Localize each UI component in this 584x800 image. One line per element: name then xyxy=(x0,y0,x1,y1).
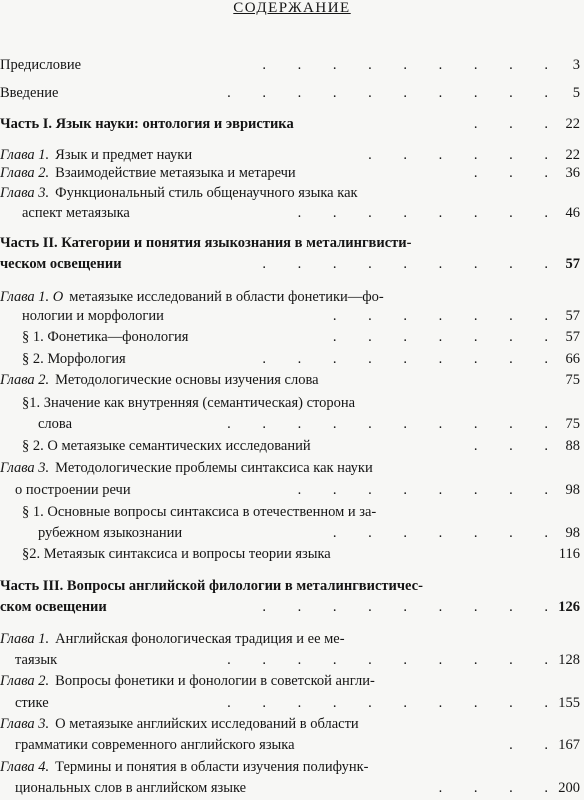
toc-entry-text: циональных слов в английском языке xyxy=(15,780,247,796)
toc-entry-continuation xyxy=(0,652,584,672)
toc-leader-dots: . . . xyxy=(473,165,562,181)
toc-page-number: 116 xyxy=(558,546,580,562)
toc-entry-text: таязык xyxy=(15,652,58,668)
toc-entry-continuation xyxy=(0,256,584,276)
toc-entry-continuation xyxy=(0,695,584,715)
toc-entry-text: Термины и понятия в области изучения полифунк- xyxy=(55,759,369,775)
toc-entry-section xyxy=(0,395,584,415)
toc-entry-text: Функциональный стиль общенаучного языка как xyxy=(55,185,358,201)
toc-entry-text: о построении речи xyxy=(15,482,131,498)
toc-entry-chapter xyxy=(0,147,584,167)
toc-entry-continuation xyxy=(0,737,584,757)
chapter-label: Глава 1. О xyxy=(0,289,64,305)
toc-entry-text: Взаимодействие метаязыка и метаречи xyxy=(55,165,296,181)
toc-entry-text: § 1. Фонетика—фонология xyxy=(22,329,189,345)
toc-entry-continuation xyxy=(0,205,584,225)
toc-entry-text: § 1. Основные вопросы синтаксиса в отечественном и за- xyxy=(22,504,377,520)
toc-page-number: 98 xyxy=(565,482,580,498)
toc-entry-preface xyxy=(0,57,584,77)
toc-leader-dots: . . . . . . . . . xyxy=(262,256,562,272)
toc-entry-section xyxy=(0,351,584,371)
toc-leader-dots: . . . . . . . xyxy=(332,329,562,345)
toc-leader-dots: . . . . . . . . . . xyxy=(227,695,562,711)
toc-entry-text: Методологические основы изучения слова xyxy=(55,372,319,388)
toc-entry-text: §1. Значение как внутренняя (семантическая) сторона xyxy=(22,395,356,411)
toc-leader-dots: . . . . . . . . xyxy=(297,205,562,221)
toc-page-number: 36 xyxy=(565,165,580,181)
toc-page-number: 155 xyxy=(558,695,580,711)
toc-entry-continuation xyxy=(0,308,584,328)
chapter-label: Глава 4. xyxy=(0,759,50,775)
toc-entry-continuation xyxy=(0,416,584,436)
chapter-label: Глава 2. xyxy=(0,673,50,689)
toc-page-number: 57 xyxy=(565,329,580,345)
toc-page-number: 88 xyxy=(565,438,580,454)
chapter-label: Глава 2. xyxy=(0,165,50,181)
toc-leader-dots: . . . . . . . . . . xyxy=(227,85,562,101)
toc-entry-text: Введение xyxy=(0,85,59,101)
toc-entry-text: § 2. Морфология xyxy=(22,351,126,367)
toc-page-number: 98 xyxy=(565,525,580,541)
toc-page-number: 167 xyxy=(558,737,580,753)
toc-leader-dots: . . . . xyxy=(438,780,562,796)
toc-entry-continuation xyxy=(0,599,584,619)
toc-page-number: 75 xyxy=(565,372,580,388)
toc-leader-dots: . . . . . . . xyxy=(332,308,562,324)
toc-page-number: 5 xyxy=(572,85,580,101)
toc-page-number: 75 xyxy=(565,416,580,432)
toc-entry-part-1 xyxy=(0,116,584,136)
page-title: СОДЕРЖАНИЕ xyxy=(233,0,351,16)
toc-leader-dots: . . . . . . . . xyxy=(297,482,562,498)
toc-entry-part-3 xyxy=(0,578,584,598)
toc-entry-text: Английская фонологическая традиция и ее ме- xyxy=(55,631,345,647)
chapter-label: Глава 3. xyxy=(0,460,50,476)
toc-page-number: 126 xyxy=(558,599,580,615)
chapter-label: Глава 3. xyxy=(0,716,50,732)
toc-entry-text: ском освещении xyxy=(0,599,107,615)
chapter-label: Глава 3. xyxy=(0,185,50,201)
toc-entry-text: Вопросы фонетики и фонологии в советской англи- xyxy=(55,673,375,689)
toc-page-number: 66 xyxy=(565,351,580,367)
toc-entry-text: грамматики современного английского языка xyxy=(15,737,295,753)
toc-page-number: 22 xyxy=(565,147,580,163)
toc-leader-dots: . . . . . . . xyxy=(332,525,562,541)
toc-entry-chapter xyxy=(0,372,584,392)
toc-entry-text: Язык и предмет науки xyxy=(55,147,193,163)
toc-page-number: 46 xyxy=(565,205,580,221)
toc-entry-section xyxy=(0,438,584,458)
toc-entry-part-2 xyxy=(0,235,584,255)
toc-entry-chapter xyxy=(0,673,584,693)
toc-page-number: 57 xyxy=(565,256,580,272)
toc-entry-text: слова xyxy=(38,416,73,432)
toc-entry-introduction xyxy=(0,85,584,105)
toc-entry-chapter xyxy=(0,460,584,480)
toc-entry-continuation xyxy=(0,780,584,800)
toc-entry-text: аспект метаязыка xyxy=(22,205,130,221)
toc-leader-dots: . . . . . . . . . xyxy=(262,57,562,73)
toc-entry-text: ческом освещении xyxy=(0,256,122,272)
toc-entry-section xyxy=(0,329,584,349)
toc-entry-text: Часть II. Категории и понятия языкознания в металингвисти- xyxy=(0,235,412,251)
toc-entry-text: О метаязыке английских исследований в области xyxy=(55,716,359,732)
toc-entry-text: Предисловие xyxy=(0,57,82,73)
chapter-label: Глава 1. xyxy=(0,147,50,163)
toc-entry-text: метаязыке исследований в области фонетики—фо- xyxy=(69,289,384,305)
toc-entry-text: Часть I. Язык науки: онтология и эвристика xyxy=(0,116,294,132)
toc-entry-text: § 2. О метаязыке семантических исследований xyxy=(22,438,311,454)
toc-entry-section xyxy=(0,504,584,524)
toc-entry-chapter xyxy=(0,716,584,736)
toc-leader-dots: . . . xyxy=(473,438,562,454)
toc-entry-chapter xyxy=(0,631,584,651)
toc-entry-chapter xyxy=(0,759,584,779)
toc-page-number: 22 xyxy=(565,116,580,132)
toc-entry-text: стике xyxy=(15,695,49,711)
chapter-label: Глава 2. xyxy=(0,372,50,388)
toc-entry-continuation xyxy=(0,525,584,545)
toc-entry-continuation xyxy=(0,482,584,502)
toc-page-number: 128 xyxy=(558,652,580,668)
toc-entry-text: рубежном языкознании xyxy=(38,525,183,541)
toc-entry-text: Методологические проблемы синтаксиса как науки xyxy=(55,460,373,476)
chapter-label: Глава 1. xyxy=(0,631,50,647)
toc-page-number: 57 xyxy=(565,308,580,324)
toc-leader-dots: . . . . . . . . . xyxy=(262,599,562,615)
toc-leader-dots: . . . . . . . . . . xyxy=(227,652,562,668)
toc-leader-dots: . . . . . . xyxy=(368,147,562,163)
toc-page-number: 3 xyxy=(572,57,580,73)
toc-leader-dots: . . xyxy=(509,737,562,753)
toc-entry-text: §2. Метаязык синтаксиса и вопросы теории языка xyxy=(22,546,331,562)
toc-entry-chapter xyxy=(0,185,584,205)
toc-leader-dots: . . . xyxy=(473,116,562,132)
toc-entry-section xyxy=(0,546,584,566)
toc-leader-dots: . . . . . . . . . xyxy=(262,351,562,367)
toc-leader-dots: . . . . . . . . . . xyxy=(227,416,562,432)
toc-entry-text: Часть III. Вопросы английской филологии в металингвистичес- xyxy=(0,578,423,594)
toc-entry-text: нологии и морфологии xyxy=(22,308,164,324)
toc-page-number: 200 xyxy=(558,780,580,796)
toc-entry-chapter xyxy=(0,289,584,309)
toc-entry-chapter xyxy=(0,165,584,185)
